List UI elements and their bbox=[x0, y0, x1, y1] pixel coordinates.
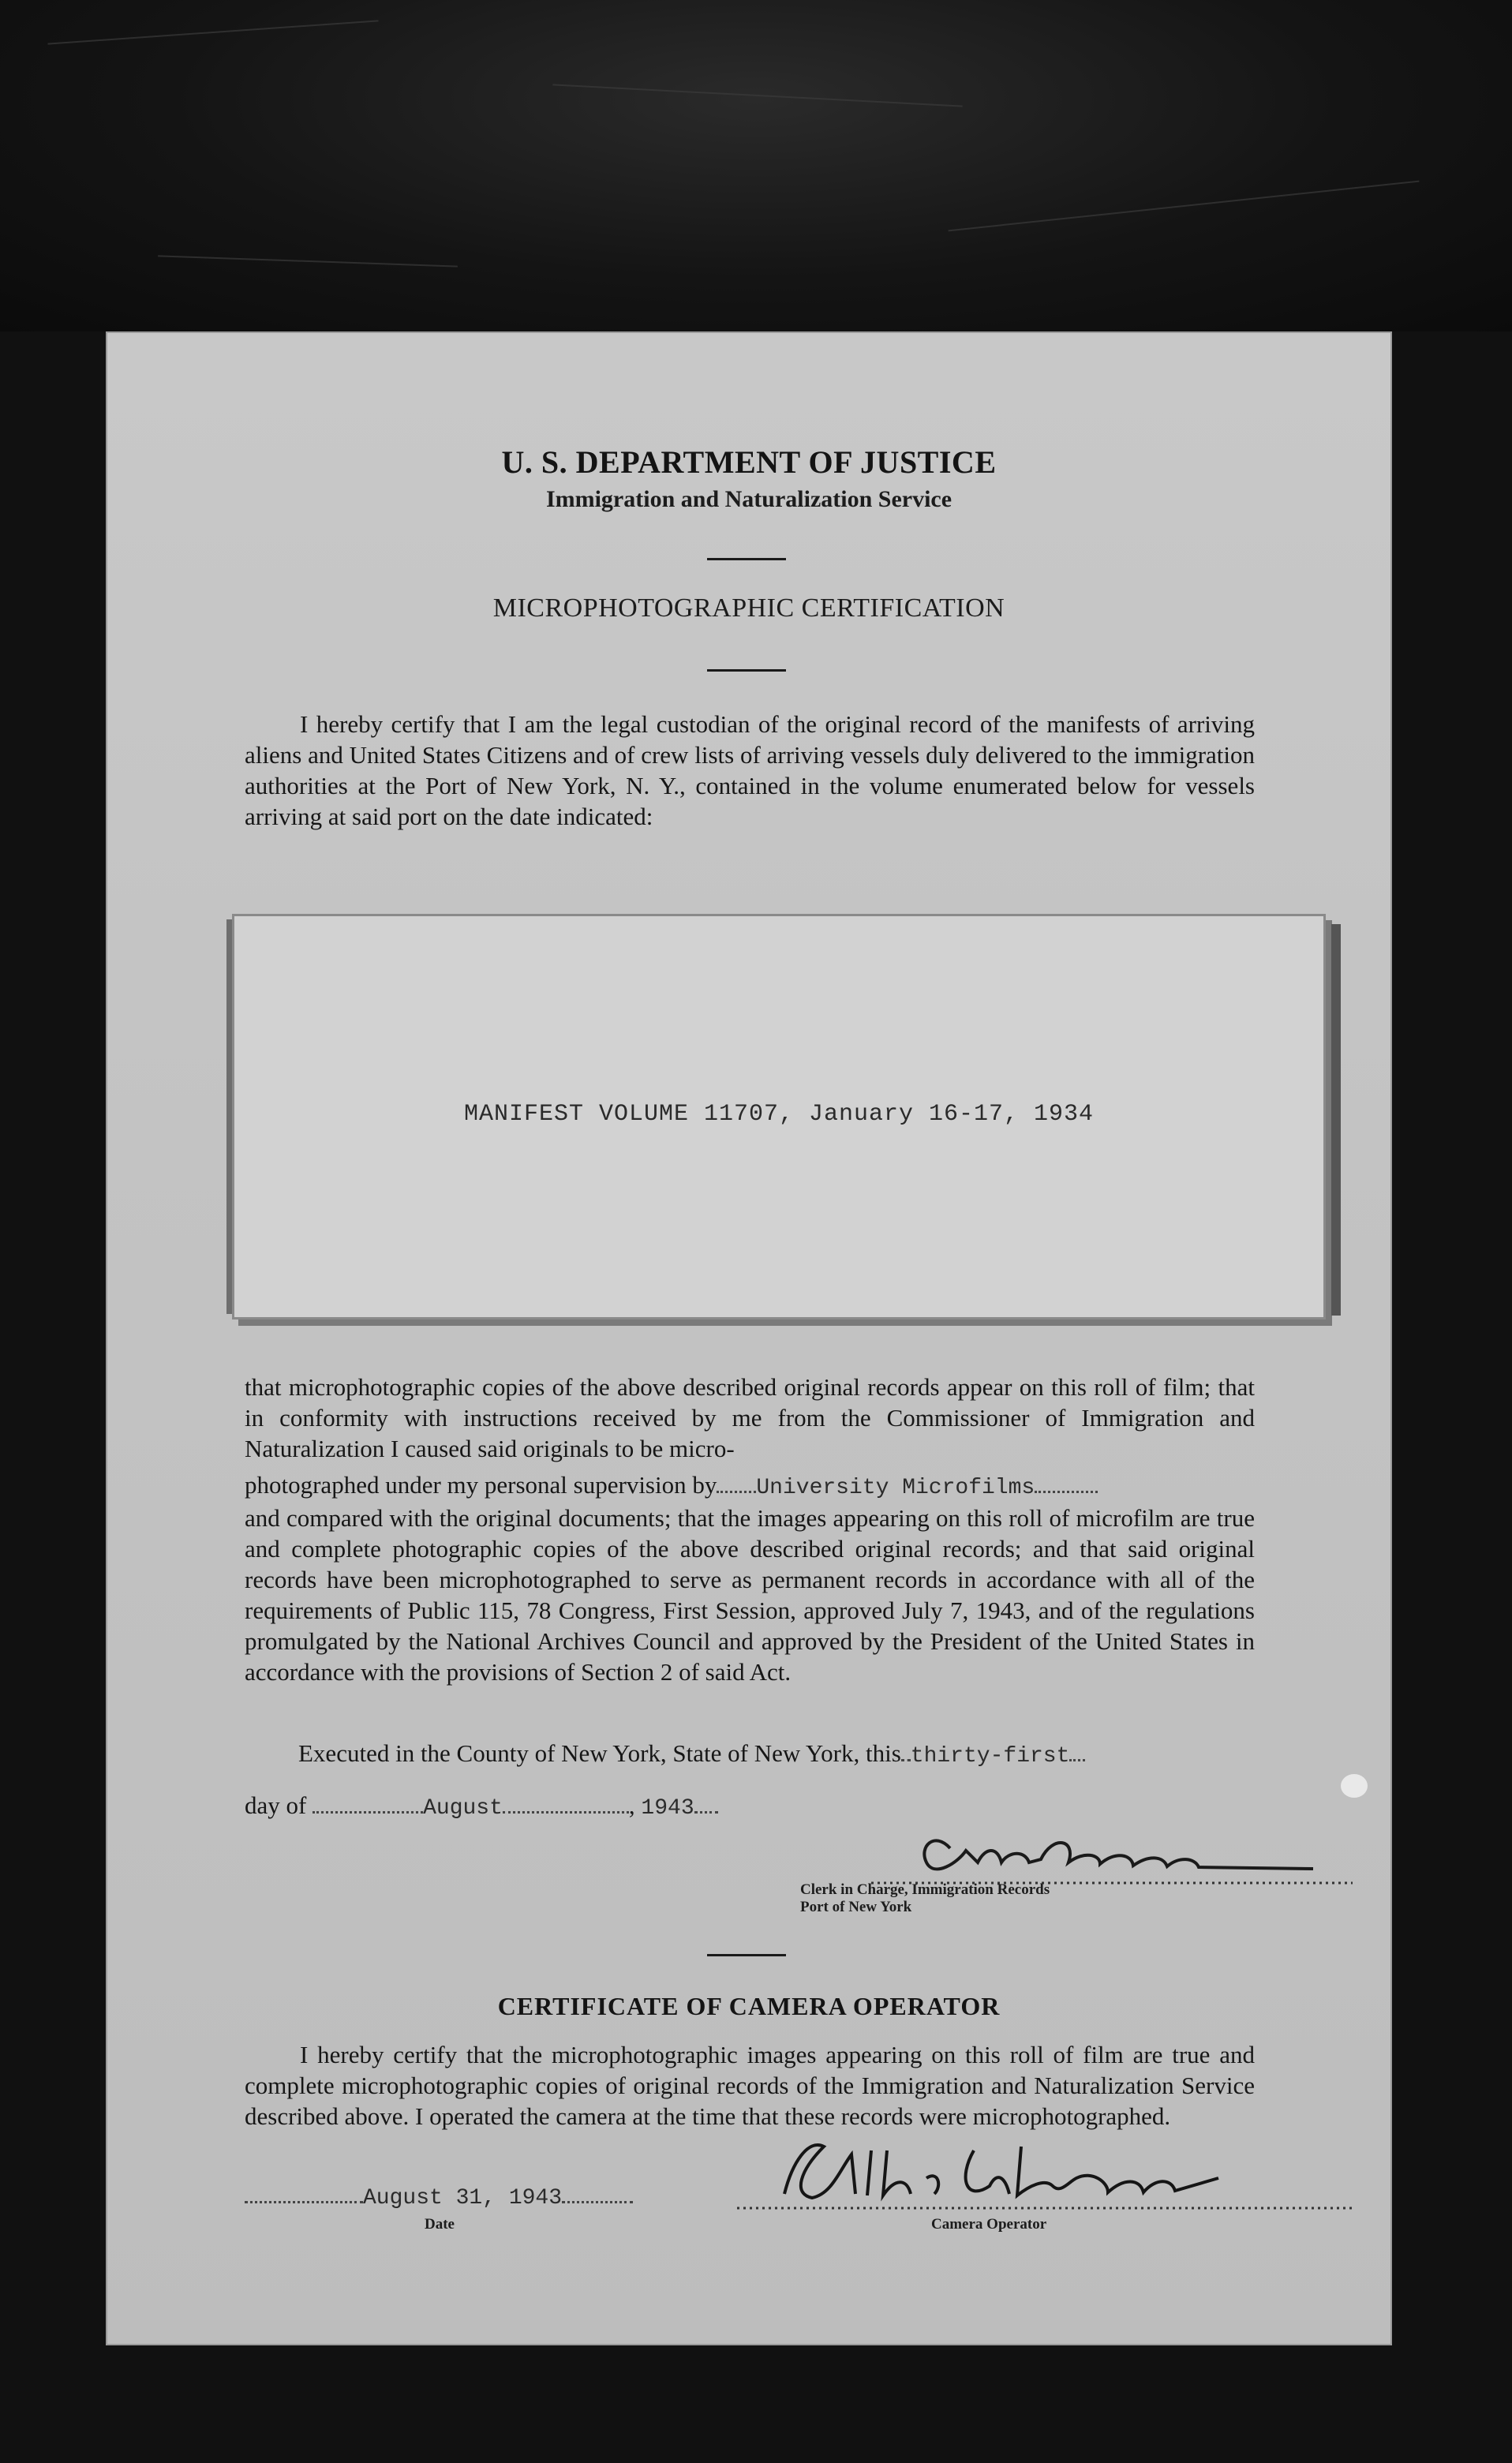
camera-certificate-title: CERTIFICATE OF CAMERA OPERATOR bbox=[497, 1992, 1001, 2020]
body-paragraph-c: and compared with the original documents; that the images appearing on this roll of microfilm are true and complete photographic copies of the above described original records; and that said original records have been microphotographed to serve as permanent records in accordance with all of the requirements of Public 115, 78 Congress, First Session, approved July 7, 1943, and of the regulations promulgated by the National Archives Council and approved by the President of the United States in accordance with the provisions of Section 2 of said Act. bbox=[245, 1504, 1255, 1686]
film-scratch bbox=[47, 20, 378, 44]
divider-rule bbox=[707, 669, 786, 672]
clerk-port: Port of New York bbox=[800, 1899, 912, 1915]
dotted-leader bbox=[901, 1759, 911, 1761]
dotted-leader bbox=[1069, 1759, 1085, 1761]
certificate-page bbox=[106, 331, 1392, 2345]
clerk-title: Clerk in Charge, Immigration Records bbox=[800, 1881, 1050, 1898]
camera-date-line bbox=[245, 2181, 633, 2210]
slip-shadow-right bbox=[1331, 924, 1341, 1316]
volume-label: MANIFEST VOLUME 11707, January 16-17, 1934 bbox=[463, 1101, 1095, 1128]
dotted-leader bbox=[503, 1811, 629, 1814]
executed-prefix: Executed in the County of New York, State of New York, this bbox=[298, 1739, 901, 1767]
photographer-name: University Microfilms bbox=[756, 1476, 1035, 1500]
dotted-leader bbox=[1035, 1491, 1098, 1493]
certification-title: MICROPHOTOGRAPHIC CERTIFICATION bbox=[492, 593, 1005, 623]
executed-line bbox=[298, 1739, 1085, 1769]
volume-slip bbox=[232, 914, 1326, 1319]
intro-paragraph: I hereby certify that I am the legal custodian of the original record of the manifests of arriving aliens and United States Citizens and of crew lists of arriving vessels duly delivered to the immigration authorities at the Port of New York, N. Y., contained in the volume enumerated below for vessels arriving at said port on the date indicated: bbox=[245, 710, 1255, 830]
divider-rule bbox=[707, 1954, 786, 1956]
dotted-leader bbox=[245, 2201, 363, 2203]
month-value: August bbox=[423, 1796, 503, 1821]
date-label: Date bbox=[425, 2216, 455, 2233]
agency-heading: U. S. DEPARTMENT OF JUSTICE bbox=[501, 444, 997, 480]
year-value: 1943 bbox=[641, 1796, 694, 1821]
camera-date: August 31, 1943 bbox=[363, 2186, 563, 2210]
camera-paragraph: I hereby certify that the microphotographic images appearing on this roll of film are true and complete microphotographic copies of original records of the Immigration and Naturalization Service described above. I operated the camera at the time that these records were microphotographed. bbox=[245, 2041, 1255, 2130]
film-background bbox=[0, 0, 1512, 331]
slip-shadow-left bbox=[226, 919, 232, 1314]
divider-rule bbox=[707, 558, 786, 560]
body-paragraph-a: that microphotographic copies of the above described original records appear on this roll of film; that in conformity with instructions received by me from the Commissioner of Immigration and Naturalization I caused said originals to be micro- bbox=[245, 1373, 1255, 1462]
camera-operator-label: Camera Operator bbox=[931, 2216, 1047, 2233]
dotted-leader bbox=[694, 1811, 718, 1814]
camera-operator-signature bbox=[737, 2123, 1353, 2218]
dotted-leader bbox=[717, 1491, 756, 1493]
dotted-leader bbox=[313, 1811, 423, 1814]
day-of-line: day of August , 1943 bbox=[245, 1791, 718, 1821]
film-scratch bbox=[949, 181, 1420, 232]
supervision-line bbox=[245, 1471, 1098, 1500]
film-dust-spot bbox=[1341, 1774, 1368, 1798]
dotted-leader bbox=[562, 2201, 633, 2203]
supervision-prefix: photographed under my personal supervision by bbox=[245, 1471, 717, 1499]
day-of-label: day of bbox=[245, 1791, 307, 1819]
film-scratch bbox=[552, 84, 962, 107]
executed-day: thirty-first bbox=[910, 1744, 1070, 1769]
film-scratch bbox=[158, 255, 458, 267]
service-subheading: Immigration and Naturalization Service bbox=[545, 486, 952, 512]
